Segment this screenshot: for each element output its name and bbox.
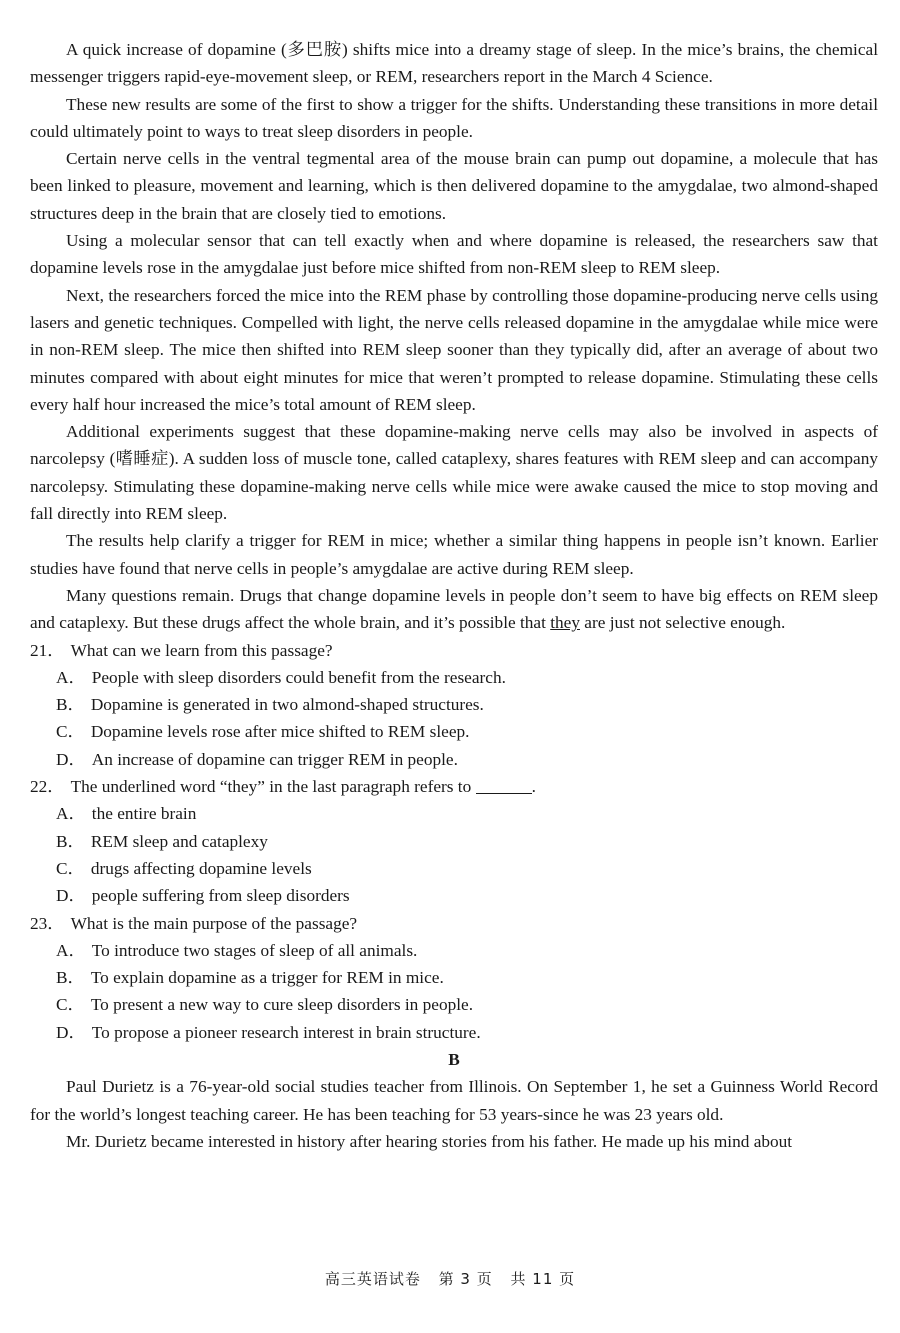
option-text: Dopamine is generated in two almond-shaped structures. — [90, 695, 484, 715]
option-c — [30, 855, 878, 882]
option-a — [30, 664, 878, 691]
question-text: The underlined word “they” in the last paragraph refers to — [70, 777, 476, 797]
passage-a-paragraph-4: Using a molecular sensor that can tell exactly when and where dopamine is released, the researchers saw that dopamine levels rose in the amygdalae just before mice shifted from non-REM sleep to REM sleep. — [30, 231, 878, 278]
passage-b-paragraph-2: Mr. Durietz became interested in history after hearing stories from his father. He made up his mind about — [66, 1131, 793, 1151]
option-letter: B． — [56, 695, 85, 715]
option-letter: D． — [56, 749, 86, 769]
passage-a-paragraph-6: Additional experiments suggest that these dopamine-making nerve cells may also be involved in aspects of narcolepsy (嗜睡症). A sudden loss of muscle tone, called cataplexy, shares features with REM sleep and can accompany narcolepsy. Stimulating these dopamine-making nerve cells while mice were awake caused the mice to stop moving and fall directly into REM sleep. — [30, 422, 878, 524]
answer-blank — [476, 777, 532, 794]
option-text: the entire brain — [91, 804, 197, 824]
section-heading: B — [448, 1049, 460, 1069]
option-b — [30, 964, 878, 991]
option-b — [30, 691, 878, 718]
passage-a-paragraph-5: Next, the researchers forced the mice into the REM phase by controlling those dopamine-producing nerve cells using lasers and genetic techniques. Compelled with light, the nerve cells released dopamine in the amygdalae while mice were in non-REM sleep. The mice then shifted into REM sleep sooner than they typically did, after an average of about two minutes compared with about eight minutes for mice that weren’t prompted to release dopamine. Stimulating these cells every half hour increased the mice’s total amount of REM sleep. — [30, 285, 878, 414]
question-23 — [30, 910, 878, 1046]
passage-b-paragraph-1: Paul Durietz is a 76-year-old social studies teacher from Illinois. On September 1, he set a Guinness World Record for the world’s longest teaching career. He has been teaching for 53 years-since he was 23 years old. — [30, 1077, 878, 1124]
option-c — [30, 718, 878, 745]
option-a — [30, 800, 878, 827]
option-letter: C． — [56, 858, 85, 878]
option-letter: B． — [56, 831, 85, 851]
question-number: 21． — [30, 640, 65, 660]
option-text: REM sleep and cataplexy — [90, 831, 268, 851]
total-pages: 共 11 页 — [510, 1270, 576, 1288]
option-text: To present a new way to cure sleep disorders in people. — [90, 995, 474, 1015]
option-letter: D． — [56, 886, 86, 906]
question-number: 23． — [30, 913, 65, 933]
question-stem — [30, 773, 878, 800]
option-d — [30, 882, 878, 909]
page-number: 第 3 页 — [438, 1270, 493, 1288]
exam-page — [30, 36, 878, 1155]
passage-a-paragraph-3: Certain nerve cells in the ventral tegmental area of the mouse brain can pump out dopamine, a molecule that has been linked to pleasure, movement and learning, which is then delivered dopamine to the amygdalae, two almond-shaped structures deep in the brain that are closely tied to emotions. — [30, 149, 878, 223]
passage-a-paragraph-1: A quick increase of dopamine (多巴胺) shifts mice into a dreamy stage of sleep. In the mice’s brains, the chemical messenger triggers rapid-eye-movement sleep, or REM, researchers report in the March 4 Science. — [30, 40, 878, 87]
question-number: 22． — [30, 777, 65, 797]
option-c — [30, 991, 878, 1018]
option-text: People with sleep disorders could benefit from the research. — [91, 667, 506, 687]
exam-title: 高三英语试卷 — [324, 1270, 421, 1288]
option-text: To propose a pioneer research interest in brain structure. — [91, 1022, 481, 1042]
option-text: To introduce two stages of sleep of all animals. — [91, 940, 418, 960]
option-letter: A． — [56, 804, 86, 824]
option-letter: C． — [56, 995, 85, 1015]
question-text-end: . — [531, 777, 536, 797]
option-text: drugs affecting dopamine levels — [90, 858, 312, 878]
option-text: Dopamine levels rose after mice shifted to REM sleep. — [90, 722, 470, 742]
passage-a-paragraph-7: The results help clarify a trigger for REM in mice; whether a similar thing happens in people isn’t known. Earlier studies have found that nerve cells in people’s amygdalae are active during REM sleep. — [30, 531, 878, 578]
option-letter: C． — [56, 722, 85, 742]
question-stem — [30, 637, 878, 664]
last-paragraph-after: are just not selective enough. — [579, 613, 786, 633]
passage-a-paragraph-2: These new results are some of the first to show a trigger for the shifts. Understanding these transitions in more detail could ultimately point to ways to treat sleep disorders in people. — [30, 94, 878, 141]
option-letter: A． — [56, 940, 86, 960]
question-21 — [30, 637, 878, 773]
question-stem — [30, 910, 878, 937]
question-22 — [30, 773, 878, 909]
option-letter: A． — [56, 667, 86, 687]
option-text: An increase of dopamine can trigger REM in people. — [91, 749, 458, 769]
option-letter: B． — [56, 968, 85, 988]
question-text: What is the main purpose of the passage? — [70, 913, 358, 933]
option-a — [30, 937, 878, 964]
underlined-word-they: they — [550, 613, 580, 633]
passage-a-paragraph-8 — [30, 582, 878, 637]
option-b — [30, 828, 878, 855]
option-d — [30, 746, 878, 773]
option-d — [30, 1019, 878, 1046]
last-paragraph-before: Many questions remain. Drugs that change dopamine levels in people don’t seem to have big effects on REM sleep and cataplexy. But these drugs affect the whole brain, and it’s possible that — [30, 585, 878, 633]
passage-b — [30, 1046, 878, 1155]
option-letter: D． — [56, 1022, 86, 1042]
option-text: To explain dopamine as a trigger for REM in mice. — [90, 968, 444, 988]
passage-a — [30, 36, 878, 637]
page-footer — [0, 1268, 900, 1289]
question-text: What can we learn from this passage? — [70, 640, 333, 660]
option-text: people suffering from sleep disorders — [91, 886, 350, 906]
